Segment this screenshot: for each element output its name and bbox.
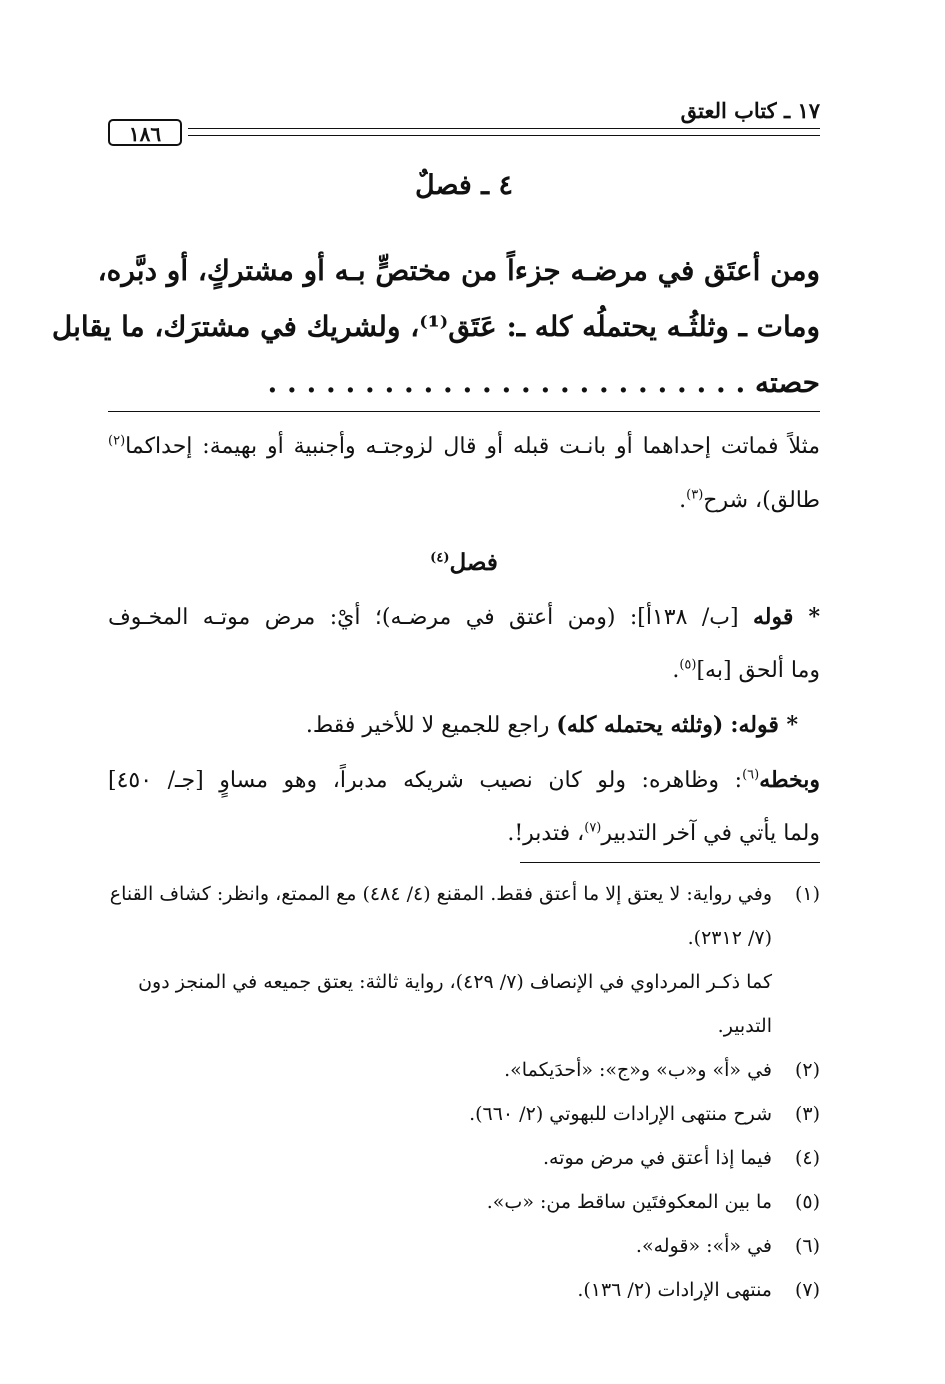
footnote-number: (٢)	[794, 1059, 820, 1081]
footnote-text: ما بين المعكوفتَين ساقط من: «ب».	[486, 1191, 772, 1213]
commentary-text: راجع للجميع لا للأخير فقط.	[305, 713, 550, 738]
commentary-p2-line1	[108, 590, 820, 644]
commentary-text: ولما يأتي في آخر التدبير	[601, 821, 820, 846]
commentary-text: مثلاً فماتت إحداهما أو بانـت قبله أو قال لزوجتـه وأجنبية أو بهيمة: إحداكما	[125, 434, 820, 459]
footnote-3	[108, 1092, 820, 1136]
commentary-p1-line1	[108, 420, 820, 474]
footnote-text: منتهى الإرادات (٢/ ١٣٦).	[577, 1279, 772, 1301]
punctuation: .	[672, 658, 680, 683]
qawluh-label: * قوله:	[730, 712, 798, 738]
section-heading: ٤ ـ فصلٌ	[415, 170, 513, 201]
matn-line-1: ومن أعتَق في مرضـه جزءاً من مختصٍّ بـه أو مشتركٍ، أو دبَّره،	[97, 254, 820, 287]
commentary	[108, 420, 820, 861]
footnote-number: (٣)	[794, 1103, 820, 1125]
footnote-ref: (٦)	[742, 767, 760, 783]
footnote-ref: (٣)	[686, 487, 704, 503]
footnote-number: (٦)	[794, 1235, 820, 1257]
matn-text	[51, 243, 820, 411]
footnote-text: كما ذكـر المرداوي في الإنصاف (٧/ ٤٢٩)، رواية ثالثة: يعتق جميعه في المنجز دون التدبير.	[138, 971, 772, 1037]
punctuation: .	[679, 488, 687, 513]
footnote-4	[108, 1136, 820, 1180]
commentary-p4-line2	[108, 807, 820, 861]
footnote-ref: (٢)	[108, 433, 126, 449]
footnote-number: (٥)	[794, 1191, 820, 1213]
commentary-p3	[108, 698, 820, 753]
sub-heading-text: فصل	[449, 549, 498, 576]
matn-divider	[108, 411, 820, 412]
footnote-number: (١)	[794, 883, 820, 905]
commentary-p2-line2	[108, 644, 820, 698]
commentary-text: : وظاهره: ولو كان نصيب شريكه مدبراً، وهو مساوٍ [جـ/ ٤٥٠]	[108, 768, 743, 793]
commentary-p4-line1	[108, 753, 820, 807]
sub-heading	[108, 536, 820, 590]
header-rule	[188, 128, 820, 136]
chapter-title: ١٧ ـ كتاب العتق	[680, 98, 820, 123]
footnote-5	[108, 1180, 820, 1224]
footnote-text: في «أ»: «قوله».	[635, 1235, 772, 1257]
commentary-text: طالق)، شرح	[703, 488, 820, 513]
commentary-p1-line2	[108, 474, 820, 528]
matn-line-3	[108, 355, 820, 411]
footnote-2	[108, 1048, 820, 1092]
bikhattihi-label: وبخطه	[759, 767, 820, 793]
footnote-divider	[520, 862, 820, 863]
footnotes	[108, 872, 820, 1312]
footnote-number: (٧)	[794, 1279, 820, 1301]
commentary-text: وما ألحق [به]	[696, 658, 820, 683]
matn-line-3-text: حصته	[754, 366, 820, 399]
footnote-text: فيما إذا أعتق في مرض موته.	[542, 1147, 772, 1169]
page-number: ١٨٦	[108, 119, 182, 146]
footnote-ref: (٤)	[430, 550, 450, 566]
commentary-text: ، فتدبر!.	[507, 821, 585, 846]
footnote-1-continued	[108, 960, 820, 1048]
footnote-6	[108, 1224, 820, 1268]
footnote-text: في «أ» و«ب» و«ج»: «أحدَيكما».	[504, 1059, 772, 1081]
footnote-text: شرح منتهى الإرادات للبهوتي (٢/ ٦٦٠).	[469, 1103, 772, 1125]
footnote-ref: (٧)	[584, 820, 602, 836]
footnote-number: (٤)	[794, 1147, 820, 1169]
matn-line-2: ومات ـ وثلثُـه يحتملُه كله ـ: عَتَق⁽¹⁾، ولشريك في مشترَك، ما يقابل	[51, 310, 820, 343]
matn-dots: . . . . . . . . . . . . . . . . . . . . . . . . .	[267, 366, 746, 399]
footnote-1	[108, 872, 820, 960]
running-header	[108, 92, 820, 152]
commentary-text: [ب/ ١٣٨أ]: (ومن أعتق في مرضـه)؛ أيْ: مرض موتـه المخـوف	[108, 605, 739, 630]
footnote-7	[108, 1268, 820, 1312]
footnote-ref: (٥)	[679, 657, 697, 673]
footnote-text: وفي رواية: لا يعتق إلا ما أعتق فقط. المقنع (٤/ ٤٨٤) مع الممتع، وانظر: كشاف القناع (٧/ ٢٣١٢).	[109, 883, 772, 949]
qawluh-label: * قوله	[753, 604, 821, 630]
quoted-matn: (وثلثه يحتمله كله)	[556, 712, 724, 738]
